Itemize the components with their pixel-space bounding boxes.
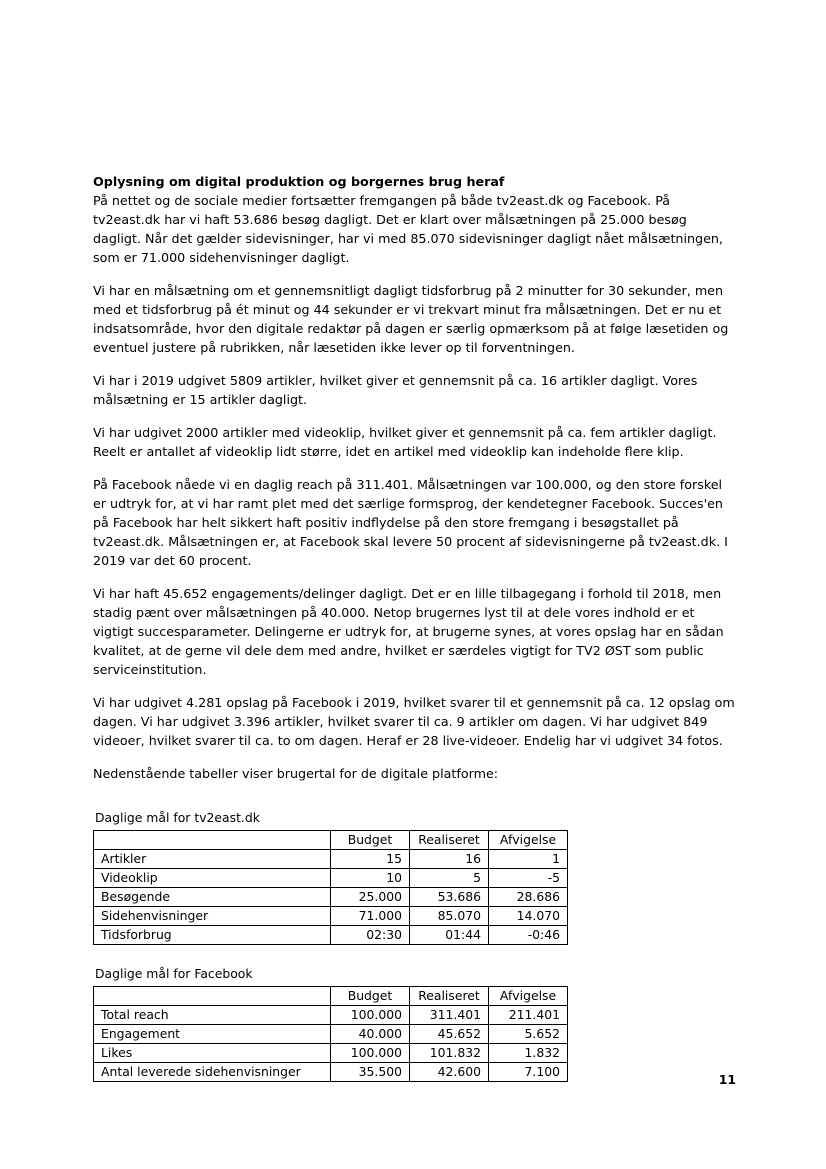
- row-label: Likes: [94, 1044, 331, 1063]
- column-header-empty: [94, 987, 331, 1006]
- table-facebook: [93, 986, 568, 1082]
- cell-value: 14.070: [489, 907, 568, 926]
- table-row: [94, 869, 568, 888]
- cell-value: 85.070: [410, 907, 489, 926]
- column-header: Realiseret: [410, 831, 489, 850]
- cell-value: 02:30: [331, 926, 410, 945]
- column-header: Afvigelse: [489, 987, 568, 1006]
- table-tv2east: [93, 830, 568, 945]
- paragraph-time-spent: Vi har en målsætning om et gennemsnitligt dagligt tidsforbrug på 2 minutter for 30 sekunder, men med et tidsforbrug på ét minut og 44 sekunder er vi trekvart minut fra målsætningen. Det er nu et indsatsområde, hvor den digitale redaktør på dagen er særlig opmærksom på at følge læsetiden og eventuel justere på rubrikken, når læsetiden ikke lever op til forventningen.: [93, 283, 729, 355]
- row-label: Besøgende: [94, 888, 331, 907]
- cell-value: 53.686: [410, 888, 489, 907]
- cell-value: 25.000: [331, 888, 410, 907]
- table-row: [94, 1025, 568, 1044]
- cell-value: 1.832: [489, 1044, 568, 1063]
- paragraph-articles: Vi har i 2019 udgivet 5809 artikler, hvilket giver et gennemsnit på ca. 16 artikler dagligt. Vores målsætning er 15 artikler dagligt.: [93, 373, 698, 407]
- cell-value: 101.832: [410, 1044, 489, 1063]
- cell-value: 100.000: [331, 1044, 410, 1063]
- cell-value: 7.100: [489, 1063, 568, 1082]
- table-row: [94, 1063, 568, 1082]
- cell-value: 40.000: [331, 1025, 410, 1044]
- table-row: [94, 907, 568, 926]
- cell-value: 100.000: [331, 1006, 410, 1025]
- column-header: Realiseret: [410, 987, 489, 1006]
- tables-intro: Nedenstående tabeller viser brugertal for de digitale platforme:: [93, 766, 499, 781]
- table-row: [94, 926, 568, 945]
- cell-value: 71.000: [331, 907, 410, 926]
- row-label: Sidehenvisninger: [94, 907, 331, 926]
- table-header-row: [94, 987, 568, 1006]
- cell-value: 45.652: [410, 1025, 489, 1044]
- table-row: [94, 850, 568, 869]
- table-caption-tv2east: Daglige mål for tv2east.dk: [95, 810, 260, 825]
- section-heading: Oplysning om digital produktion og borgernes brug heraf: [93, 174, 505, 189]
- cell-value: 01:44: [410, 926, 489, 945]
- table-row: [94, 888, 568, 907]
- cell-value: 5: [410, 869, 489, 888]
- table-section-facebook: [93, 965, 737, 1082]
- table-row: [94, 1006, 568, 1025]
- cell-value: -5: [489, 869, 568, 888]
- cell-value: 16: [410, 850, 489, 869]
- cell-value: 28.686: [489, 888, 568, 907]
- row-label: Videoklip: [94, 869, 331, 888]
- table-row: [94, 1044, 568, 1063]
- cell-value: 15: [331, 850, 410, 869]
- cell-value: 1: [489, 850, 568, 869]
- table-caption-facebook: Daglige mål for Facebook: [95, 966, 253, 981]
- cell-value: 42.600: [410, 1063, 489, 1082]
- cell-value: 5.652: [489, 1025, 568, 1044]
- document-content: [93, 172, 737, 1102]
- row-label: Tidsforbrug: [94, 926, 331, 945]
- cell-value: -0:46: [489, 926, 568, 945]
- table-header-row: [94, 831, 568, 850]
- column-header: Afvigelse: [489, 831, 568, 850]
- row-label: Antal leverede sidehenvisninger: [94, 1063, 331, 1082]
- paragraph-facebook-reach: På Facebook nåede vi en daglig reach på 311.401. Målsætningen var 100.000, og den store forskel er udtryk for, at vi har ramt plet med det særlige formsprog, der kendetegner Facebook. Succes'en på Facebook har helt sikkert haft positiv indflydelse på den store fremgang i besøgstallet på tv2east.dk. Målsætningen er, at Facebook skal levere 50 procent af sidevisningerne på tv2east.dk. I 2019 var det 60 procent.: [93, 477, 728, 568]
- row-label: Total reach: [94, 1006, 331, 1025]
- row-label: Engagement: [94, 1025, 331, 1044]
- paragraph-web-visits: På nettet og de sociale medier fortsætter fremgangen på både tv2east.dk og Facebook. På tv2east.dk har vi haft 53.686 besøg dagligt. Det er klart over målsætningen på 25.000 besøg dagligt. Når det gælder sidevisninger, har vi med 85.070 sidevisninger dagligt nået målsætningen, som er 71.000 sidehenvisninger dagligt.: [93, 193, 723, 265]
- column-header-empty: [94, 831, 331, 850]
- row-label: Artikler: [94, 850, 331, 869]
- cell-value: 35.500: [331, 1063, 410, 1082]
- paragraph-facebook-posts: Vi har udgivet 4.281 opslag på Facebook i 2019, hvilket svarer til et gennemsnit på ca. 12 opslag om dagen. Vi har udgivet 3.396 artikler, hvilket svarer til ca. 9 artikler om dagen. Vi har udgivet 849 videoer, hvilket svarer til ca. to om dagen. Heraf er 28 live-videoer. Endelig har vi udgivet 34 fotos.: [93, 695, 735, 748]
- cell-value: 211.401: [489, 1006, 568, 1025]
- paragraph-video-articles: Vi har udgivet 2000 artikler med videoklip, hvilket giver et gennemsnit på ca. fem artikler dagligt. Reelt er antallet af videoklip lidt større, idet en artikel med videoklip kan indeholde flere klip.: [93, 425, 717, 459]
- paragraph-engagements: Vi har haft 45.652 engagements/delinger dagligt. Det er en lille tilbagegang i forhold til 2018, men stadig pænt over målsætningen på 40.000. Netop brugernes lyst til at dele vores indhold er et vigtigt succesparameter. Delingerne er udtryk for, at brugerne synes, at vores opslag har en sådan kvalitet, at de gerne vil dele dem med andre, hvilket er særdeles vigtigt for TV2 ØST som public serviceinstitution.: [93, 586, 724, 677]
- column-header: Budget: [331, 987, 410, 1006]
- column-header: Budget: [331, 831, 410, 850]
- cell-value: 311.401: [410, 1006, 489, 1025]
- table-section-tv2east: [93, 809, 737, 945]
- cell-value: 10: [331, 869, 410, 888]
- page-number: 11: [718, 1072, 736, 1087]
